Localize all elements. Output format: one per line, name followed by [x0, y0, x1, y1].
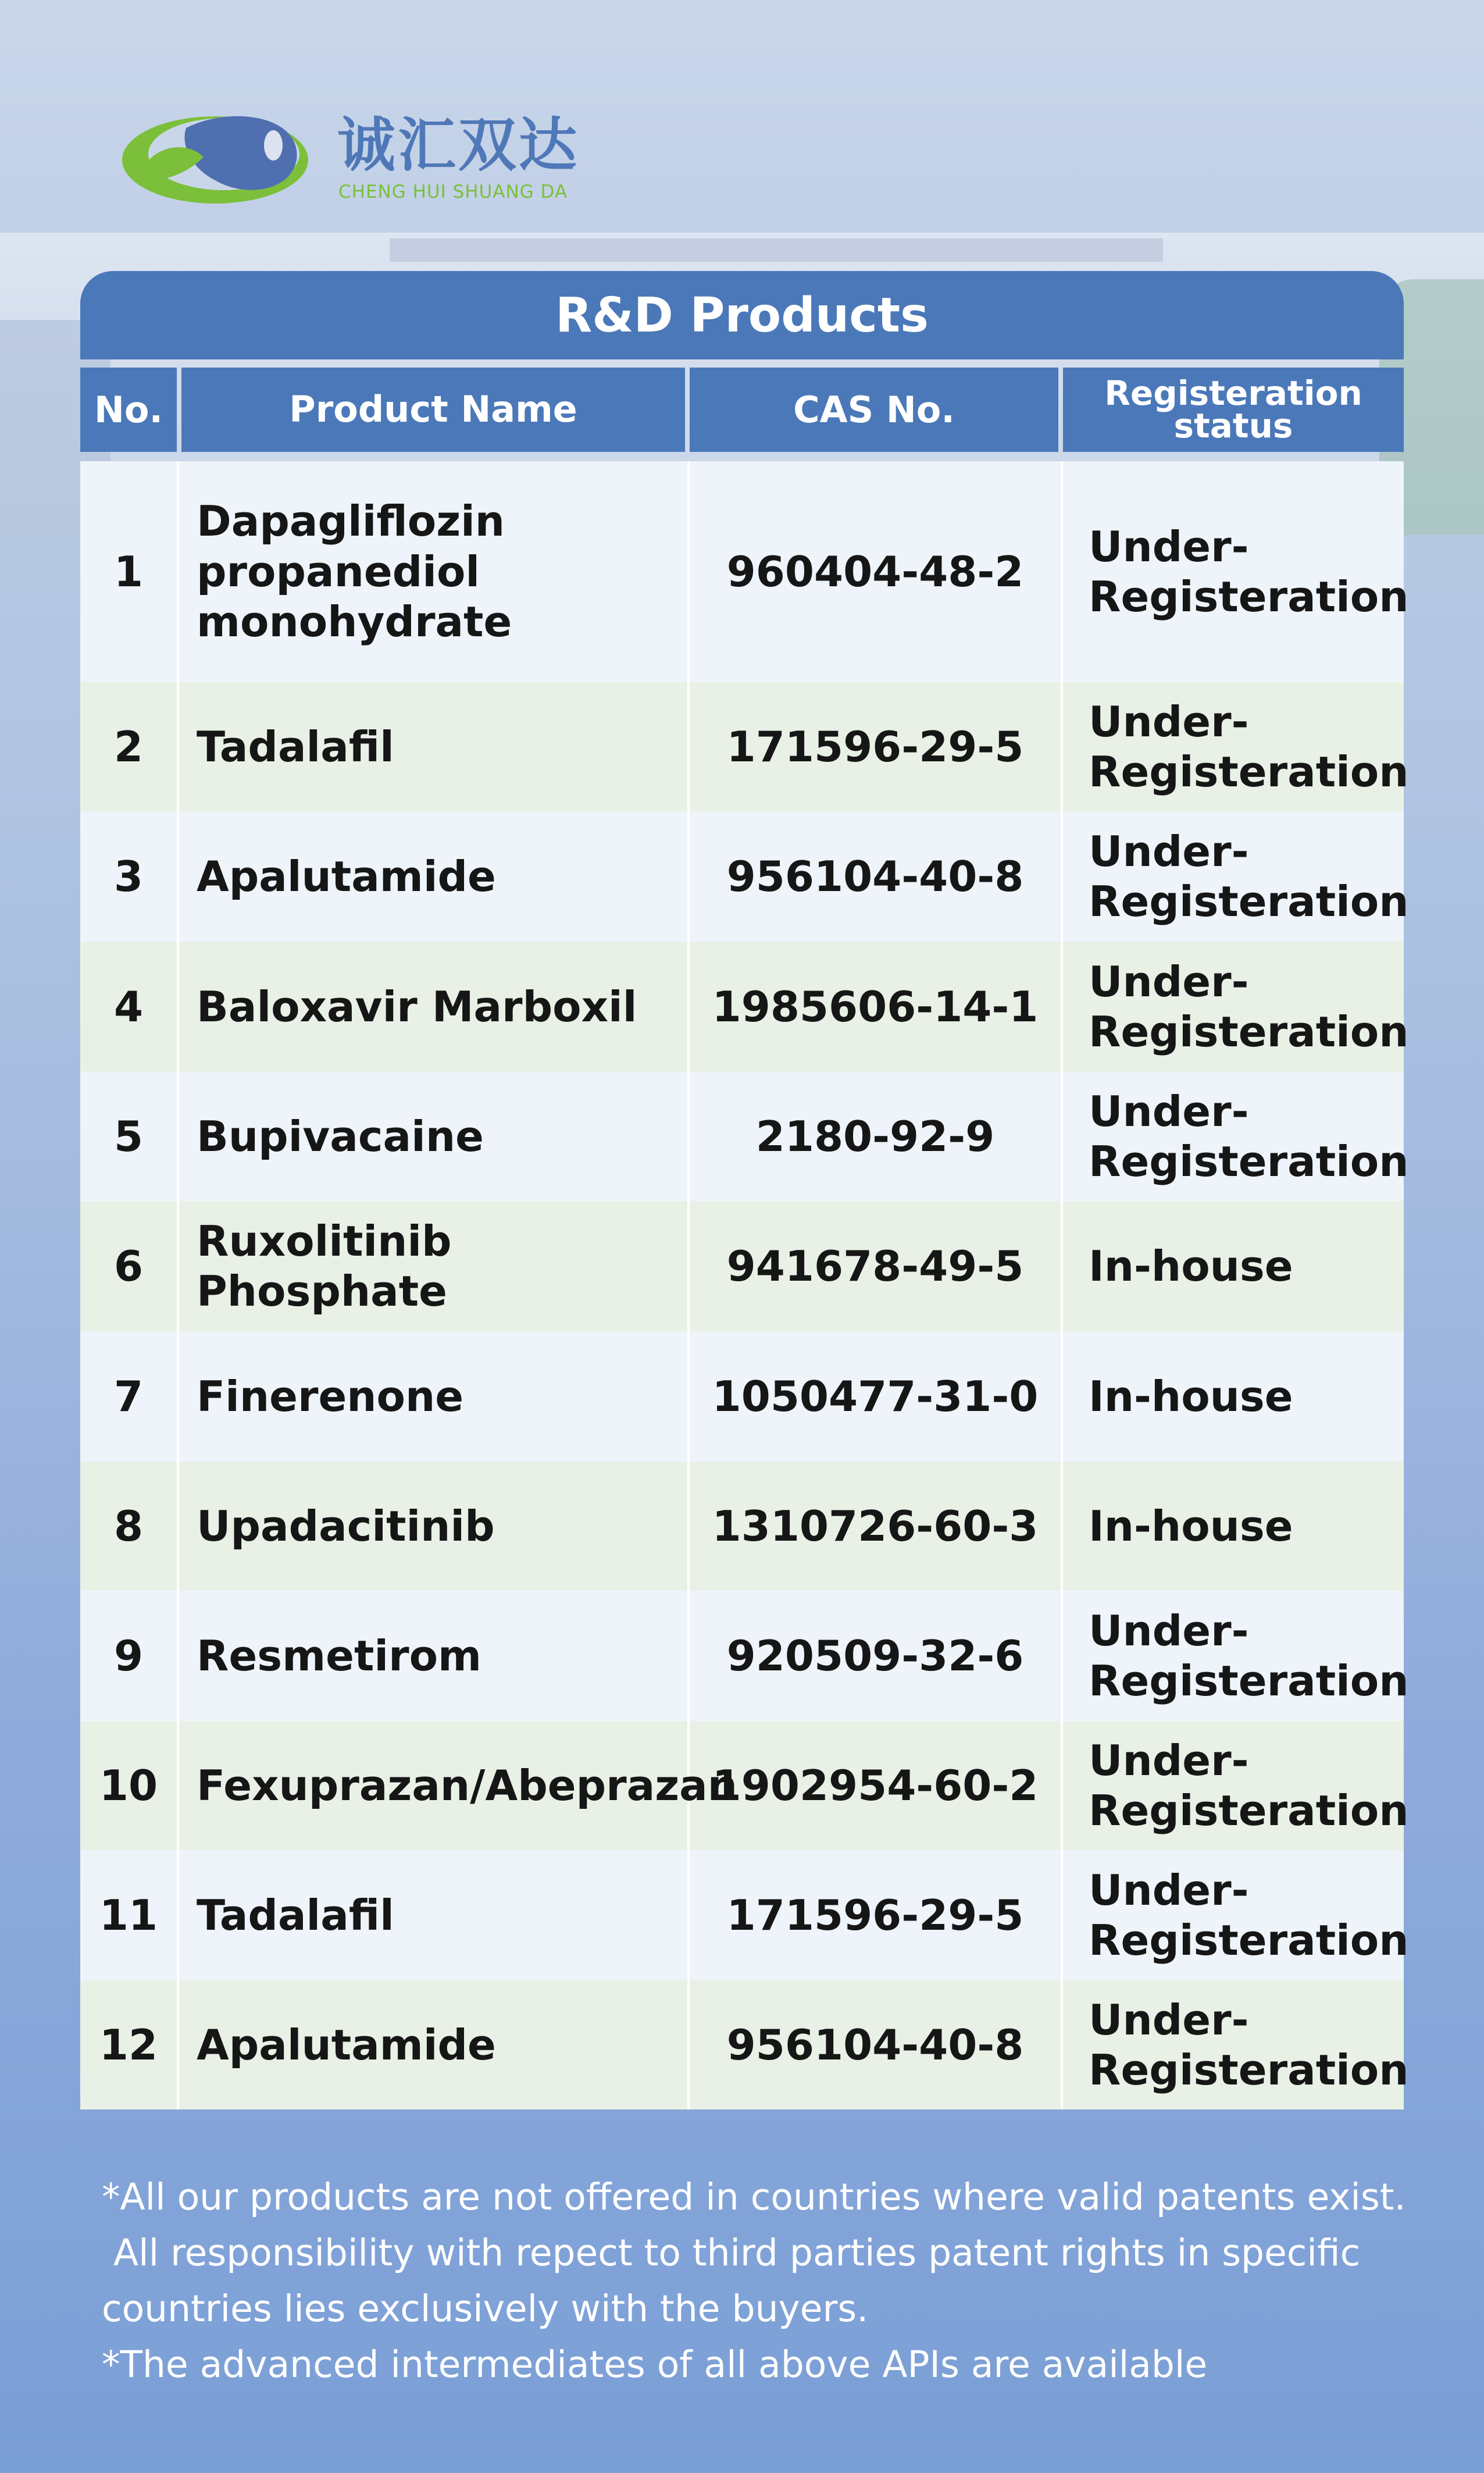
logo-chinese-name: 诚汇双达	[337, 111, 579, 179]
footnote	[102, 2169, 1439, 2393]
cell-no: 3	[80, 811, 179, 942]
table-row	[80, 1072, 1409, 1201]
cell-no: 2	[80, 682, 179, 811]
table-row	[80, 1591, 1409, 1721]
table-row	[80, 1721, 1409, 1850]
table-row	[80, 1980, 1409, 2109]
cell-cas-no: 960404-48-2	[690, 461, 1063, 682]
table-body	[80, 461, 1409, 2109]
cell-status: In-house	[1089, 1241, 1293, 1291]
cell-product-name: Baloxavir Marboxil	[179, 942, 690, 1072]
cell-product-name: Fexuprazan/Abeprazan	[179, 1721, 690, 1850]
cell-status: Under-Registeration	[1089, 1865, 1409, 1965]
header-product-name: Product Name	[181, 368, 685, 452]
cell-status: Under-Registeration	[1089, 697, 1409, 796]
products-table	[80, 368, 1409, 2109]
cell-cas-no: 2180-92-9	[690, 1072, 1063, 1201]
cell-cas-no: 1902954-60-2	[690, 1721, 1063, 1850]
cell-product-name: Resmetirom	[179, 1591, 690, 1721]
cell-no: 5	[80, 1072, 179, 1201]
cell-no: 8	[80, 1462, 179, 1591]
logo-mark-icon	[116, 105, 314, 209]
table-title: R&D Products	[80, 271, 1404, 359]
table-row	[80, 1331, 1404, 1462]
cell-cas-no: 941678-49-5	[690, 1201, 1063, 1331]
cell-status: Under-Registeration	[1089, 957, 1409, 1056]
cell-no: 11	[80, 1850, 179, 1980]
table-row	[80, 1462, 1404, 1591]
header-no: No.	[80, 368, 177, 452]
cell-no: 7	[80, 1331, 179, 1462]
footnote-line-4: *The advanced intermediates of all above APIs are available	[102, 2343, 1208, 2386]
header-status: Registeration status	[1063, 368, 1404, 452]
header-cas-no: CAS No.	[690, 368, 1058, 452]
cell-cas-no: 1050477-31-0	[690, 1331, 1063, 1462]
cell-status: Under-Registeration	[1089, 1995, 1409, 2094]
cell-product-name: Tadalafil	[179, 1850, 690, 1980]
cell-product-name: Dapagliflozin propanediol monohydrate	[179, 461, 690, 682]
footnote-line-3: countries lies exclusively with the buyers.	[102, 2287, 869, 2330]
cell-status: In-house	[1089, 1501, 1293, 1551]
cell-product-name: Bupivacaine	[179, 1072, 690, 1201]
company-logo	[116, 105, 582, 209]
cell-no: 10	[80, 1721, 179, 1850]
cell-product-name: Tadalafil	[179, 682, 690, 811]
cell-product-name: Finerenone	[179, 1331, 690, 1462]
cell-cas-no: 1985606-14-1	[690, 942, 1063, 1072]
cell-cas-no: 171596-29-5	[690, 1850, 1063, 1980]
cell-no: 9	[80, 1591, 179, 1721]
table-row	[80, 811, 1409, 942]
footnote-line-2: All responsibility with repect to third parties patent rights in specific	[102, 2232, 1361, 2274]
table-row	[80, 1850, 1409, 1980]
cell-status: Under-Registeration	[1089, 826, 1409, 926]
building-roof	[390, 238, 1163, 262]
footnote-line-1: *All our products are not offered in countries where valid patents exist.	[102, 2176, 1406, 2218]
table-row	[80, 942, 1409, 1072]
cell-no: 6	[80, 1201, 179, 1331]
cell-cas-no: 956104-40-8	[690, 1980, 1063, 2109]
cell-cas-no: 956104-40-8	[690, 811, 1063, 942]
table-row	[80, 461, 1409, 682]
cell-status: Under-Registeration	[1089, 522, 1409, 621]
cell-product-name: Ruxolitinib Phosphate	[179, 1201, 690, 1331]
cell-product-name: Upadacitinib	[179, 1462, 690, 1591]
cell-no: 4	[80, 942, 179, 1072]
cell-no: 1	[80, 461, 179, 682]
table-row	[80, 1201, 1404, 1331]
table-header-row	[80, 368, 1404, 452]
cell-product-name: Apalutamide	[179, 811, 690, 942]
table-row	[80, 682, 1409, 811]
cell-no: 12	[80, 1980, 179, 2109]
cell-status: Under-Registeration	[1089, 1736, 1409, 1835]
cell-status: Under-Registeration	[1089, 1606, 1409, 1705]
cell-status: Under-Registeration	[1089, 1086, 1409, 1186]
logo-english-name: CHENG HUI SHUANG DA	[338, 181, 568, 202]
cell-cas-no: 171596-29-5	[690, 682, 1063, 811]
cell-status: In-house	[1089, 1371, 1293, 1421]
cell-product-name: Apalutamide	[179, 1980, 690, 2109]
cell-cas-no: 1310726-60-3	[690, 1462, 1063, 1591]
cell-cas-no: 920509-32-6	[690, 1591, 1063, 1721]
